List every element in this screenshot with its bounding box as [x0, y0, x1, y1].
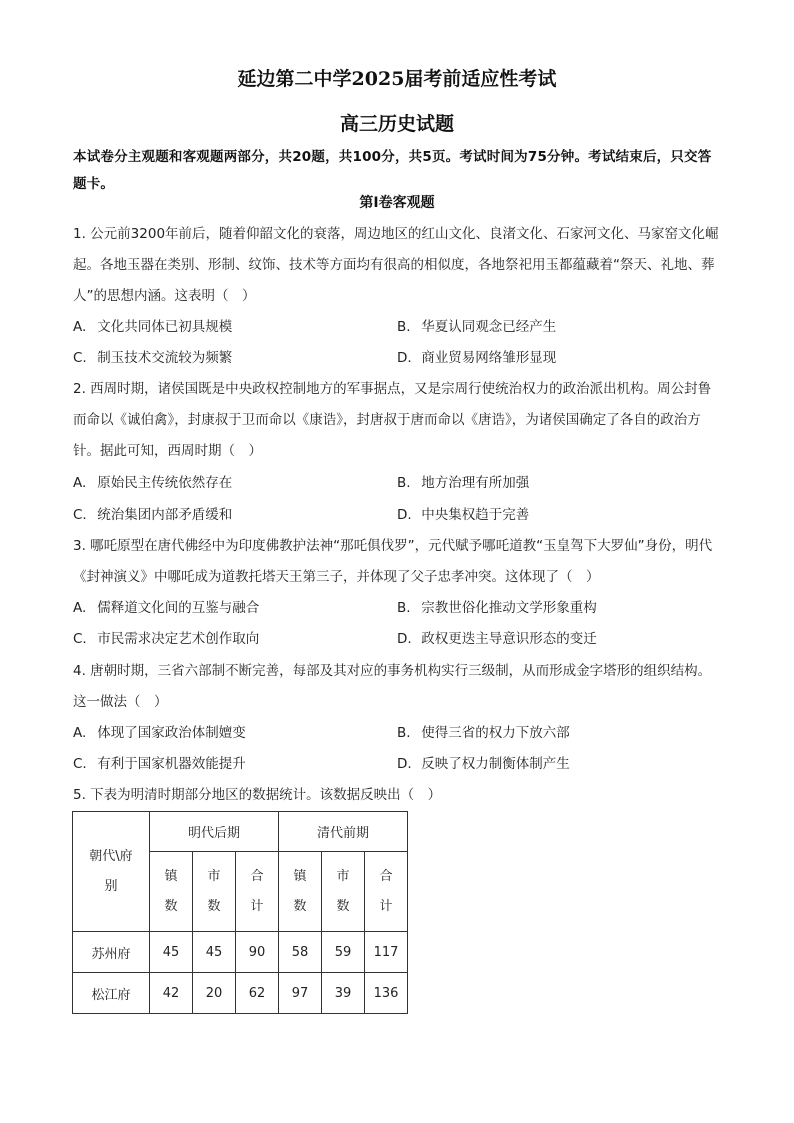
option-key: A. [73, 725, 87, 741]
option-text: 华夏认同观念已经产生 [421, 319, 557, 335]
option-key: B. [397, 600, 411, 616]
option-key: C. [73, 756, 87, 772]
option-key: D. [397, 507, 412, 523]
option-key: A. [73, 475, 87, 491]
option-text: 体现了国家政治体制嬗变 [97, 725, 246, 741]
question-1-option-c[interactable] [73, 348, 232, 368]
question-4-option-a[interactable] [73, 723, 246, 743]
option-text: 文化共同体已初具规模 [97, 319, 233, 335]
table-row-label: 苏州府 [73, 932, 150, 973]
option-text: 使得三省的权力下放六部 [421, 725, 570, 741]
question-5-stem: 5. 下表为明清时期部分地区的数据统计。该数据反映出（ ） [73, 787, 442, 803]
table-cell: 136 [365, 973, 408, 1014]
table-subheader: 镇数 [279, 852, 322, 932]
table-row [73, 932, 408, 973]
question-2-option-d[interactable] [397, 505, 529, 525]
question-4-option-b[interactable] [397, 723, 570, 743]
table-cell: 117 [365, 932, 408, 973]
option-text: 制玉技术交流较为频繁 [97, 350, 233, 366]
option-key: C. [73, 631, 87, 647]
question-1-option-b[interactable] [397, 317, 556, 337]
option-key: B. [397, 319, 411, 335]
table-group-header: 明代后期 [150, 812, 279, 852]
table-corner-header: 朝代\府别 [73, 812, 150, 932]
exam-instructions: 本试卷分主观题和客观题两部分，共20题，共100分，共5页。考试时间为75分钟。考试结束后，只交答题卡。 [73, 149, 712, 192]
table-subheader: 市数 [193, 852, 236, 932]
option-text: 中央集权趋于完善 [421, 507, 530, 523]
question-4-stem: 4. 唐朝时期，三省六部制不断完善，每部及其对应的事务机构实行三级制，从而形成金字塔形的组织结构。这一做法（ ） [73, 663, 712, 710]
data-table [72, 811, 408, 1014]
option-text: 儒释道文化间的互鉴与融合 [97, 600, 260, 616]
table-cell: 42 [150, 973, 193, 1014]
table-cell: 90 [236, 932, 279, 973]
question-2-stem: 2. 西周时期，诸侯国既是中央政权控制地方的军事据点，又是宗周行使统治权力的政治派出机构。周公封鲁而命以《诚伯禽》，封康叔于卫而命以《康诰》，封唐叔于唐而命以《唐诰》，为诸侯国确定了各自的政治方针。据此可知，西周时期（ ） [73, 381, 712, 459]
table-cell: 39 [322, 973, 365, 1014]
question-4-option-d[interactable] [397, 754, 570, 774]
option-key: A. [73, 319, 87, 335]
option-text: 统治集团内部矛盾缓和 [97, 507, 233, 523]
table-subheader: 合计 [236, 852, 279, 932]
question-2-option-a[interactable] [73, 473, 232, 493]
option-key: C. [73, 507, 87, 523]
option-text: 宗教世俗化推动文学形象重构 [421, 600, 597, 616]
option-text: 反映了权力制衡体制产生 [421, 756, 570, 772]
exam-subtitle: 高三历史试题 [339, 113, 454, 135]
option-text: 原始民主传统依然存在 [97, 475, 233, 491]
option-text: 地方治理有所加强 [421, 475, 530, 491]
question-3-option-a[interactable] [73, 598, 259, 618]
question-2-option-c[interactable] [73, 505, 232, 525]
table-cell: 20 [193, 973, 236, 1014]
table-cell: 97 [279, 973, 322, 1014]
question-3-option-c[interactable] [73, 629, 259, 649]
option-key: D. [397, 350, 412, 366]
table-cell: 45 [150, 932, 193, 973]
question-1-stem: 1. 公元前3200年前后，随着仰韶文化的衰落，周边地区的红山文化、良渚文化、石家河文化、马家窑文化崛起。各地玉器在类别、形制、纹饰、技术等方面均有很高的相似度，各地祭祀用玉都蕴藏着“祭天、礼地、葬人”的思想内涵。这表明（ ） [73, 226, 719, 304]
table-cell: 59 [322, 932, 365, 973]
table-cell: 62 [236, 973, 279, 1014]
question-4-option-c[interactable] [73, 754, 246, 774]
option-key: C. [73, 350, 87, 366]
table-row [73, 973, 408, 1014]
option-text: 市民需求决定艺术创作取向 [97, 631, 260, 647]
table-subheader: 合计 [365, 852, 408, 932]
table-cell: 45 [193, 932, 236, 973]
table-group-header: 清代前期 [279, 812, 408, 852]
option-text: 商业贸易网络雏形显现 [421, 350, 557, 366]
table-cell: 58 [279, 932, 322, 973]
question-1-option-a[interactable] [73, 317, 232, 337]
table-row-label: 松江府 [73, 973, 150, 1014]
question-3-option-b[interactable] [397, 598, 597, 618]
option-text: 政权更迭主导意识形态的变迁 [421, 631, 597, 647]
question-1-option-d[interactable] [397, 348, 556, 368]
question-2-option-b[interactable] [397, 473, 529, 493]
section-heading: 第Ⅰ卷客观题 [359, 195, 435, 211]
option-key: B. [397, 725, 411, 741]
option-key: A. [73, 600, 87, 616]
question-3-stem: 3. 哪吒原型在唐代佛经中为印度佛教护法神“那吒俱伐罗”，元代赋予哪吒道教“玉皇驾下大罗仙”身份，明代《封神演义》中哪吒成为道教托塔天王第三子，并体现了父子忠孝冲突。这体现了（ ） [73, 538, 713, 585]
option-key: D. [397, 756, 412, 772]
table-subheader: 市数 [322, 852, 365, 932]
table-subheader: 镇数 [150, 852, 193, 932]
question-3-option-d[interactable] [397, 629, 597, 649]
option-key: B. [397, 475, 411, 491]
option-text: 有利于国家机器效能提升 [97, 756, 246, 772]
exam-title: 延边第二中学2025届考前适应性考试 [237, 68, 557, 90]
option-key: D. [397, 631, 412, 647]
